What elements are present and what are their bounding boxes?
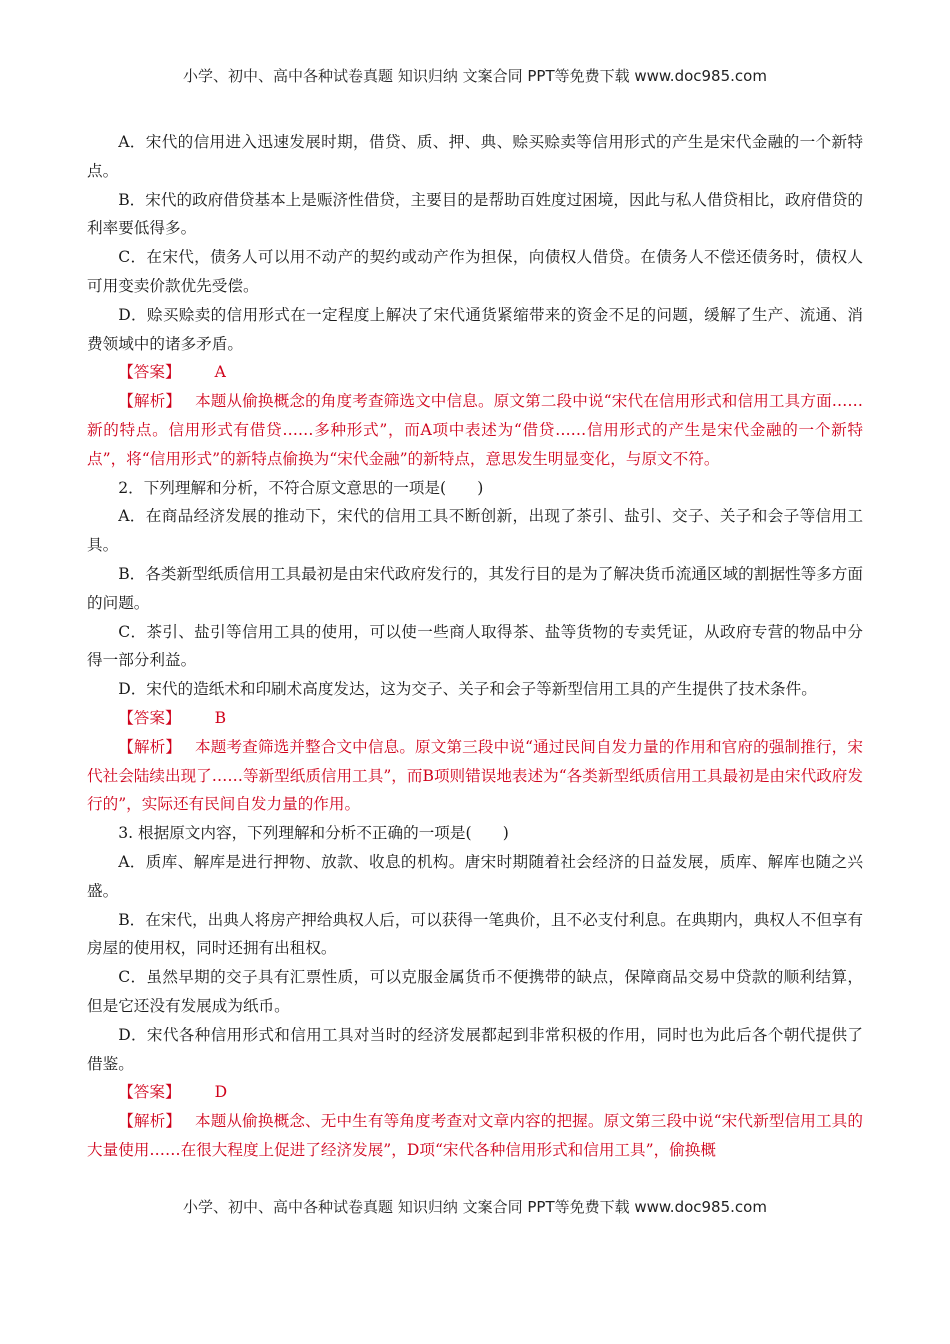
q3-explanation xyxy=(87,1107,863,1165)
explain-label: 【解析】 xyxy=(118,737,182,756)
q3-stem: 3. 根据原文内容，下列理解和分析不正确的一项是( ) xyxy=(118,824,509,843)
answer-label: 【答案】 xyxy=(118,363,181,382)
q1-option-c: C．在宋代，债务人可以用不动产的契约或动产作为担保，向债权人借贷。在债务人不偿还债务时，债权人可用变卖价款优先受偿。 xyxy=(87,248,863,295)
answer-value: A xyxy=(214,363,226,382)
answer-label: 【答案】 xyxy=(118,708,181,727)
q2-option-a: A．在商品经济发展的推动下，宋代的信用工具不断创新，出现了茶引、盐引、交子、关子和会子等信用工具。 xyxy=(87,507,863,555)
explain-label: 【解析】 xyxy=(118,1112,182,1131)
explain-text: 本题从偷换概念的角度考查筛选文中信息。原文第二段中说“宋代在信用形式和信用工具方面……新的特点。信用形式有借贷……多种形式”，而A项中表述为“借贷……信用形式的产生是宋代金融的一个新特点”，将“信用形式”的新特点偷换为“宋代金融”的新特点，意思发生明显变化，与原文不符。 xyxy=(87,392,863,468)
q2-explanation xyxy=(87,733,863,819)
answer-value: D xyxy=(214,1083,228,1102)
q3-option-a: A．质库、解库是进行押物、放款、收息的机构。唐宋时期随着社会经济的日益发展，质库、解库也随之兴盛。 xyxy=(87,852,863,900)
q3-answer xyxy=(87,1078,863,1107)
answer-value: B xyxy=(214,708,227,727)
q2-stem: 2．下列理解和分析，不符合原文意思的一项是( ) xyxy=(118,478,484,497)
q2-answer xyxy=(87,704,863,733)
q1-answer xyxy=(87,358,863,387)
answer-label: 【答案】 xyxy=(118,1083,181,1102)
explain-text: 本题考查筛选并整合文中信息。原文第三段中说“通过民间自发力量的作用和官府的强制推行，宋代社会陆续出现了……等新型纸质信用工具”，而B项则错误地表述为“各类新型纸质信用工具最初是由宋代政府发行的”，实际还有民间自发力量的作用。 xyxy=(87,737,863,814)
page-footer: 小学、初中、高中各种试卷真题 知识归纳 文案合同 PPT等免费下载 www.doc985.com xyxy=(183,1198,767,1216)
q1-option-a: A．宋代的信用进入迅速发展时期，借贷、质、押、典、赊买赊卖等信用形式的产生是宋代金融的一个新特点。 xyxy=(87,133,863,180)
q3-option-d: D．宋代各种信用形式和信用工具对当时的经济发展都起到非常积极的作用，同时也为此后各个朝代提供了借鉴。 xyxy=(87,1025,863,1073)
page-header: 小学、初中、高中各种试卷真题 知识归纳 文案合同 PPT等免费下载 www.doc985.com xyxy=(183,67,767,85)
q1-explanation xyxy=(87,387,863,473)
q2-option-c: C．茶引、盐引等信用工具的使用，可以使一些商人取得茶、盐等货物的专卖凭证，从政府专营的物品中分得一部分利益。 xyxy=(87,622,863,670)
explain-text: 本题从偷换概念、无中生有等角度考查对文章内容的把握。原文第三段中说“宋代新型信用工具的大量使用……在很大程度上促进了经济发展”，D项“宋代各种信用形式和信用工具”，偷换概 xyxy=(87,1112,863,1159)
document-body xyxy=(87,128,863,1165)
q1-option-b: B．宋代的政府借贷基本上是赈济性借贷，主要目的是帮助百姓度过困境，因此与私人借贷相比，政府借贷的利率要低得多。 xyxy=(87,190,863,238)
q2-option-d: D．宋代的造纸术和印刷术高度发达，这为交子、关子和会子等新型信用工具的产生提供了技术条件。 xyxy=(118,680,817,699)
q1-option-d: D．赊买赊卖的信用形式在一定程度上解决了宋代通货紧缩带来的资金不足的问题，缓解了生产、流通、消费领域中的诸多矛盾。 xyxy=(87,305,863,353)
q3-option-c: C．虽然早期的交子具有汇票性质，可以克服金属货币不便携带的缺点，保障商品交易中贷款的顺利结算，但是它还没有发展成为纸币。 xyxy=(87,968,863,1015)
explain-label: 【解析】 xyxy=(118,392,182,411)
q3-option-b: B．在宋代，出典人将房产押给典权人后，可以获得一笔典价，且不必支付利息。在典期内，典权人不但享有房屋的使用权，同时还拥有出租权。 xyxy=(87,910,863,958)
q2-option-b: B．各类新型纸质信用工具最初是由宋代政府发行的，其发行目的是为了解决货币流通区域的割据性等多方面的问题。 xyxy=(87,564,863,612)
